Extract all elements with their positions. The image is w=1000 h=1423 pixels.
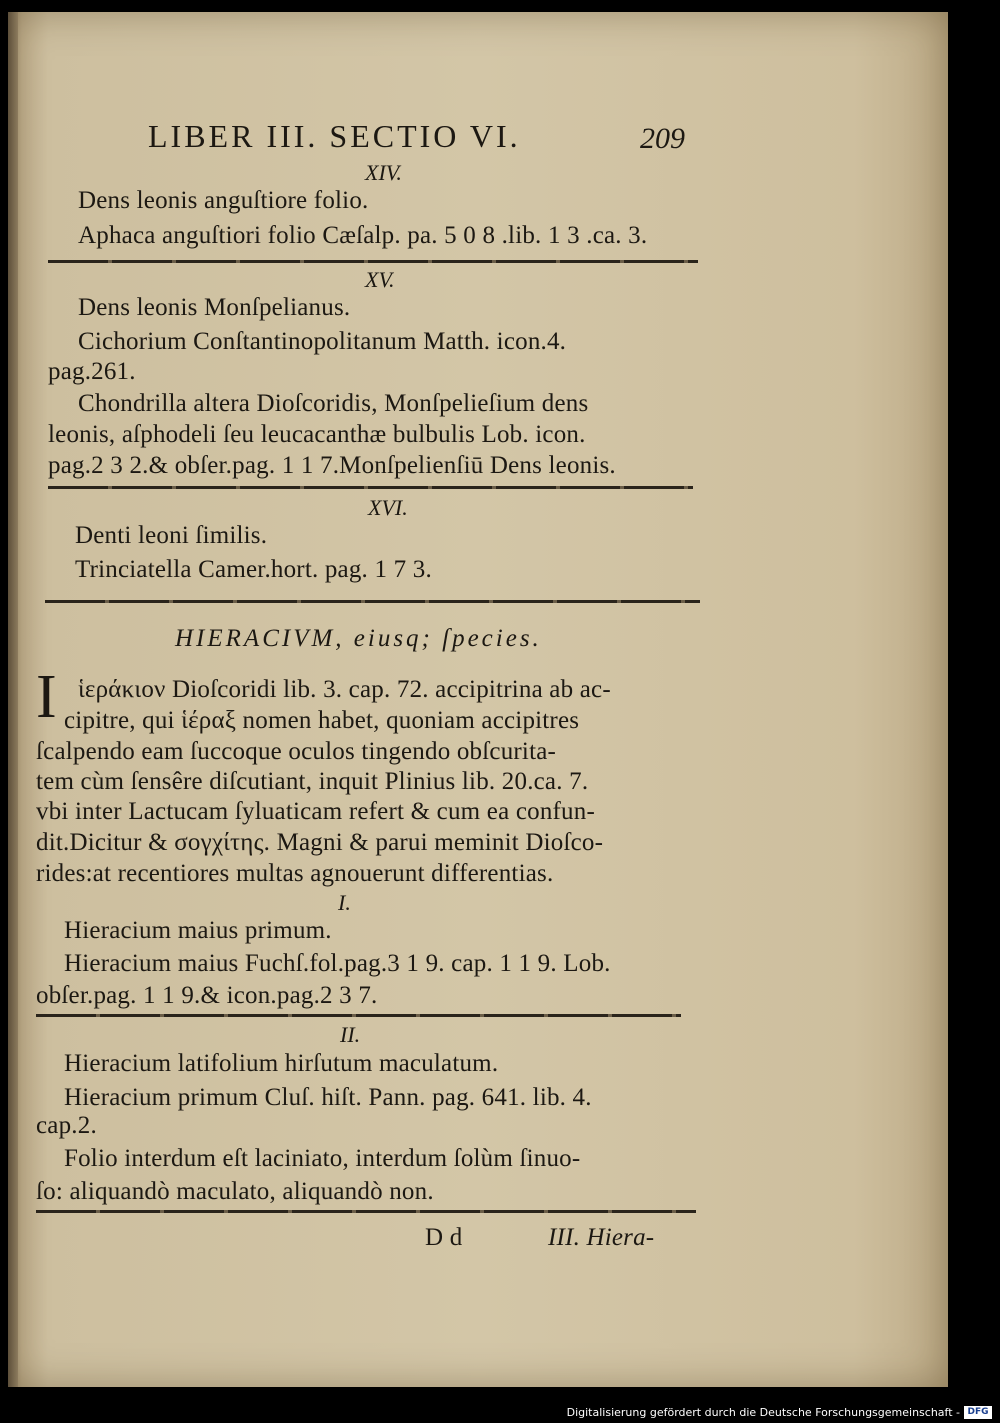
entry-line: Chondrilla altera Dioſcoridis, Monſpelieſium dens xyxy=(78,390,589,417)
drop-cap: I xyxy=(36,663,57,731)
entry-line: pag.261. xyxy=(48,358,136,385)
running-title: LIBER III. SECTIO VI. xyxy=(148,118,521,154)
signature-mark: D d xyxy=(425,1224,463,1251)
entry-line: Denti leoni ſimilis. xyxy=(75,522,268,549)
entry-line: leonis, aſphodeli ſeu leucacanthæ bulbulis Lob. icon. xyxy=(48,421,586,448)
page-number: 209 xyxy=(640,122,685,155)
divider-rule xyxy=(45,600,700,603)
entry-line: Dens leonis anguſtiore folio. xyxy=(78,187,369,214)
entry-line: Hieracium maius primum. xyxy=(64,917,332,944)
catchword: III. Hiera- xyxy=(548,1224,655,1251)
entry-line: Hieracium latifolium hirſutum maculatum. xyxy=(64,1050,499,1077)
book-spine xyxy=(8,12,18,1387)
section-title: HIERACIVM, eiusq; ſpecies. xyxy=(175,625,542,652)
entry-line: Cichorium Conſtantinopolitanum Matth. icon.4. xyxy=(78,328,567,355)
entry-number: II. xyxy=(340,1022,361,1047)
paragraph-line: vbi inter Lactucam ſyluaticam refert & cum ea confun- xyxy=(36,798,595,825)
divider-rule xyxy=(48,486,693,489)
entry-line: Hieracium maius Fuchſ.fol.pag.3 1 9. cap. 1 1 9. Lob. xyxy=(64,950,611,977)
divider-rule xyxy=(36,1014,681,1017)
entry-line: cap.2. xyxy=(36,1112,97,1139)
entry-line: Hieracium primum Cluſ. hiſt. Pann. pag. 641. lib. 4. xyxy=(64,1084,592,1111)
entry-line: pag.2 3 2.& obſer.pag. 1 1 7.Monſpelienſiū Dens leonis. xyxy=(48,452,616,479)
paragraph-line: rides:at recentiores multas agnouerunt differentias. xyxy=(36,860,554,887)
entry-line: Dens leonis Monſpelianus. xyxy=(78,294,351,321)
entry-number: XV. xyxy=(365,267,395,292)
paragraph-line: cipitre, qui ἱέραξ nomen habet, quoniam accipitres xyxy=(64,707,580,734)
paragraph-line: tem cùm ſensêre diſcutiant, inquit Plinius lib. 20.ca. 7. xyxy=(36,768,589,795)
entry-number: XVI. xyxy=(368,495,408,520)
dfg-logo-icon[interactable]: DFG xyxy=(964,1406,992,1419)
entry-line: obſer.pag. 1 1 9.& icon.pag.2 3 7. xyxy=(36,982,378,1009)
entry-line: Folio interdum eſt laciniato, interdum ſolùm ſinuo- xyxy=(64,1145,581,1172)
entry-line: Trinciatella Camer.hort. pag. 1 7 3. xyxy=(75,556,432,583)
entry-line: Aphaca anguſtiori folio Cæſalp. pa. 5 0 8 .lib. 1 3 .ca. 3. xyxy=(78,222,648,249)
divider-rule xyxy=(48,260,698,263)
divider-rule xyxy=(36,1210,696,1213)
paragraph-line: dit.Dicitur & σογχίτης. Magni & parui meminit Dioſco- xyxy=(36,829,604,856)
entry-line: ſo: aliquandò maculato, aliquandò non. xyxy=(36,1178,434,1205)
paragraph-line: ſcalpendo eam ſuccoque oculos tingendo obſcurita- xyxy=(36,738,557,765)
entry-number: I. xyxy=(338,890,351,915)
credit-text: Digitalisierung gefördert durch die Deutsche Forschungsgemeinschaft - xyxy=(566,1406,960,1419)
entry-number: XIV. xyxy=(365,160,402,185)
paragraph-line: ἱεράκιον Dioſcoridi lib. 3. cap. 72. accipitrina ab ac- xyxy=(78,676,611,703)
